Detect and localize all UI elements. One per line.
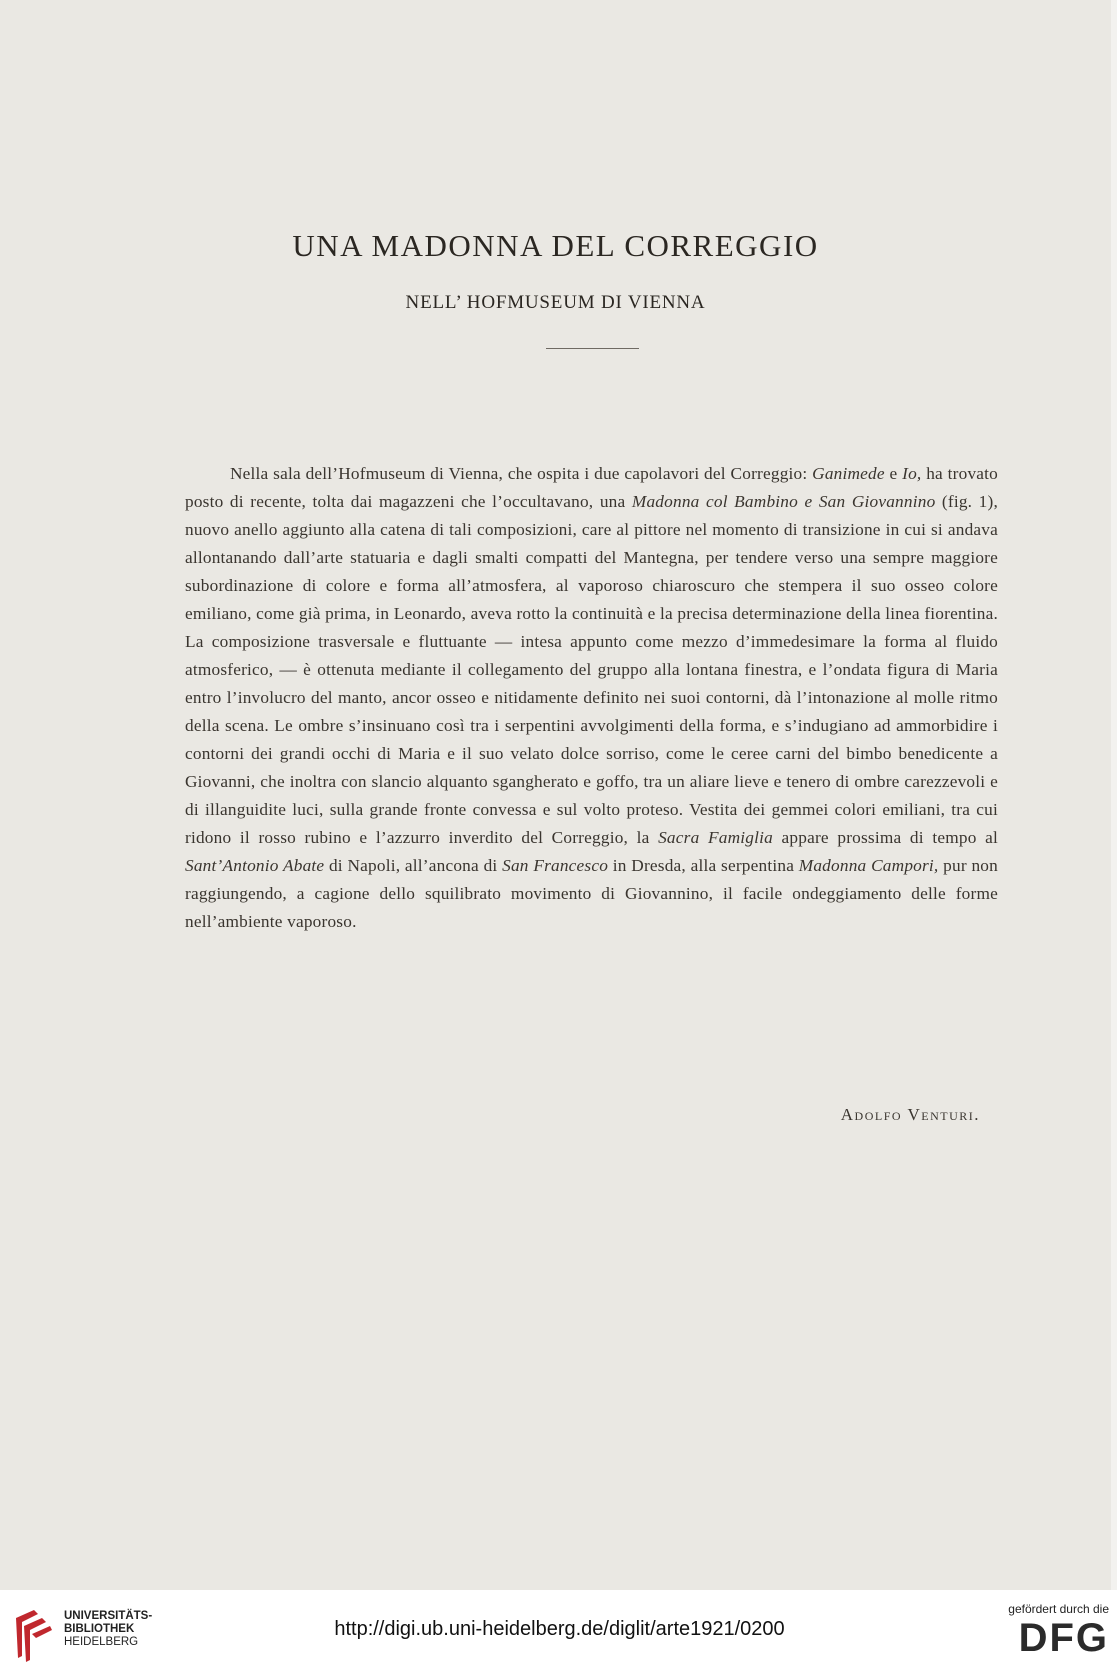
article-title: UNA MADONNA DEL CORREGGIO [292, 228, 819, 263]
text-segment: di Napoli, all’ancona di [324, 856, 503, 875]
italic-title-segment: Sant’Antonio Abate [185, 856, 325, 875]
text-segment: ha trovato posto di recente, tolta dai magazzeni che l’occultavano, una [185, 464, 998, 511]
text-segment: Nella sala dell’Hofmuseum di Vienna, che ospita i due capolavori del Correggio: [230, 464, 813, 483]
funder-block [989, 1602, 1109, 1660]
author-signature: Adolfo Venturi. [840, 1105, 980, 1124]
article-subtitle: NELL’ HOFMUSEUM DI VIENNA [405, 292, 706, 313]
body-paragraph [185, 460, 998, 936]
italic-title-segment: San Francesco [502, 856, 609, 875]
text-segment: e [884, 464, 903, 483]
italic-title-segment: Ganimede [812, 464, 885, 483]
italic-title-segment: Madonna Campori, [798, 856, 939, 875]
text-segment: pur non raggiungendo, a cagione dello squilibrato movimento di Giovannino, il facile ondeggiamento delle forme nell’ambiente vaporoso. [185, 856, 998, 931]
footer-bar [0, 1590, 1119, 1673]
italic-title-segment: Io, [902, 464, 922, 483]
library-name-line2: BIBLIOTHEK [64, 1623, 135, 1635]
italic-title-segment: Madonna col Bambino e San Giovannino [631, 492, 936, 511]
text-segment: appare prossima di tempo al [772, 828, 998, 847]
text-segment: (fig. 1), nuovo anello aggiunto alla catena di tali composizioni, care al pittore nel momento di transizione in cui si andava allontanando dall’arte statuaria e dagli smalti compatti del Mantegna, per tendere verso una sempre maggiore subordinazione di colore e forma all’atmosfera, al vaporoso chiaroscuro che stempera il suo osseo colore emiliano, come già prima, in Leonardo, aveva rotto la continuità e la precisa determinazione della linea fiorentina. La composizione trasversale e fluttuante — intesa appunto come mezzo d’immedesimare la forma al fluido atmosferico, — è ottenuta mediante il collegamento del gruppo alla lontana finestra, e l’ondata figura di Maria entro l’involucro del manto, ancor osseo e nitidamente definito nei suoi contorni, dà l’intonazione al molle ritmo della scena. Le ombre s’insinuano così tra i serpentini avvolgimenti della forma, e s’indugiano ad ammorbidire i contorni dei grandi occhi di Maria e il suo velato dolce sorriso, come le ceree carni del bimbo benedicente a Giovanni, che inoltra con slancio alquanto sgangherato e goffo, tra un aliare lieve e tenero di ombre carezzevoli e di illanguidite luci, sulla grande fronte convessa e sul volto proteso. Vestita dei gemmei colori emiliani, tra cui ridono il rosso rubino e l’azzurro inverdito del Correggio, la [185, 492, 999, 847]
dfg-logo: DFG [1018, 1616, 1109, 1660]
library-name-line3: HEIDELBERG [64, 1636, 139, 1648]
article-body [185, 460, 998, 936]
italic-title-segment: Sacra Famiglia [658, 828, 773, 847]
permalink-url[interactable]: http://digi.ub.uni-heidelberg.de/diglit/arte1921/0200 [334, 1618, 785, 1640]
text-segment: in Dresda, alla serpentina [608, 856, 799, 875]
title-divider [546, 348, 639, 349]
funded-by-label: gefördert durch die [1008, 1602, 1109, 1616]
library-name-line1: UNIVERSITÄTS- [64, 1610, 153, 1622]
